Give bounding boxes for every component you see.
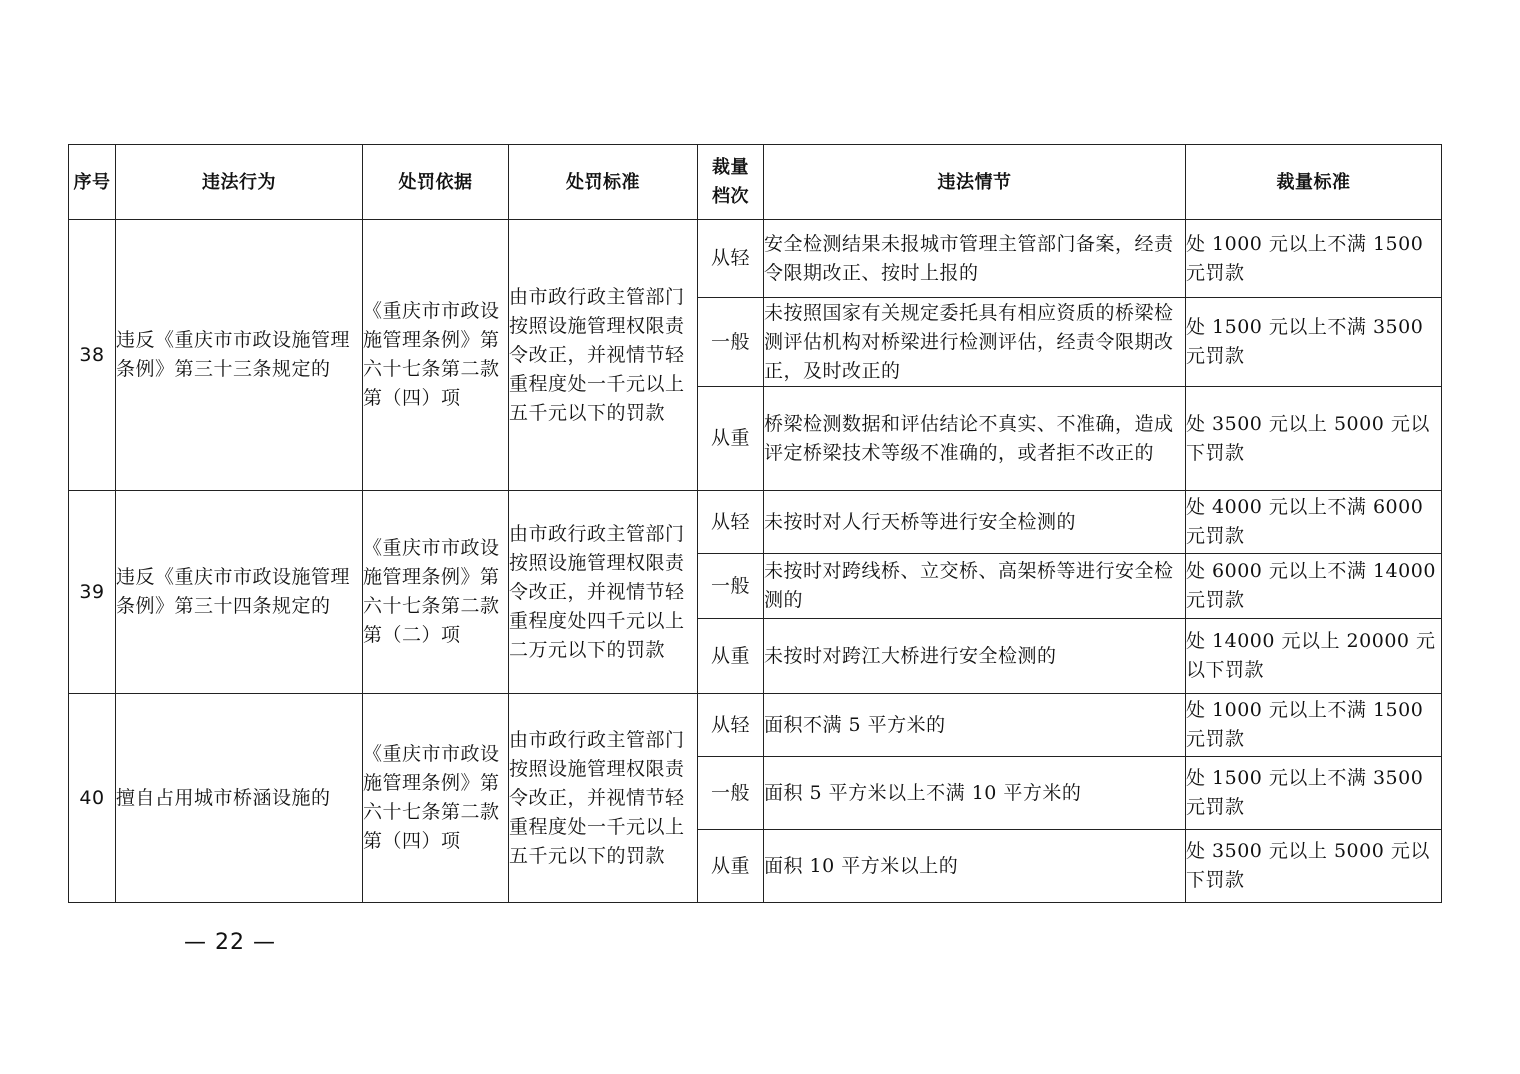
header-seq: 序号 xyxy=(69,145,116,220)
discretion-cell: 处 14000 元以上 20000 元以下罚款 xyxy=(1186,619,1442,694)
circumstance-cell: 未按照国家有关规定委托具有相应资质的桥梁检测评估机构对桥梁进行检测评估，经责令限期改正，及时改正的 xyxy=(764,298,1186,387)
level-cell: 从重 xyxy=(698,830,764,903)
circumstance-cell: 桥梁检测数据和评估结论不真实、不准确，造成评定桥梁技术等级不准确的，或者拒不改正的 xyxy=(764,387,1186,491)
circumstance-cell: 未按时对跨江大桥进行安全检测的 xyxy=(764,619,1186,694)
level-cell: 一般 xyxy=(698,298,764,387)
discretion-cell: 处 4000 元以上不满 6000 元罚款 xyxy=(1186,491,1442,554)
level-cell: 从轻 xyxy=(698,491,764,554)
circumstance-cell: 未按时对跨线桥、立交桥、高架桥等进行安全检测的 xyxy=(764,554,1186,619)
penalty-discretion-table xyxy=(68,144,1442,903)
discretion-cell: 处 3500 元以上 5000 元以下罚款 xyxy=(1186,387,1442,491)
header-row xyxy=(69,145,1442,220)
violation-cell: 擅自占用城市桥涵设施的 xyxy=(116,694,363,903)
discretion-cell: 处 1000 元以上不满 1500 元罚款 xyxy=(1186,220,1442,298)
header-level: 裁量档次 xyxy=(698,145,764,220)
header-standard: 处罚标准 xyxy=(509,145,698,220)
level-cell: 从轻 xyxy=(698,694,764,757)
circumstance-cell: 面积 10 平方米以上的 xyxy=(764,830,1186,903)
standard-cell: 由市政行政主管部门按照设施管理权限责令改正，并视情节轻重程度处四千元以上二万元以下的罚款 xyxy=(509,491,698,694)
circumstance-cell: 未按时对人行天桥等进行安全检测的 xyxy=(764,491,1186,554)
standard-cell: 由市政行政主管部门按照设施管理权限责令改正，并视情节轻重程度处一千元以上五千元以下的罚款 xyxy=(509,694,698,903)
level-cell: 一般 xyxy=(698,757,764,830)
discretion-cell: 处 3500 元以上 5000 元以下罚款 xyxy=(1186,830,1442,903)
discretion-cell: 处 6000 元以上不满 14000 元罚款 xyxy=(1186,554,1442,619)
seq-cell: 40 xyxy=(69,694,116,903)
standard-cell: 由市政行政主管部门按照设施管理权限责令改正，并视情节轻重程度处一千元以上五千元以下的罚款 xyxy=(509,220,698,491)
seq-cell: 38 xyxy=(69,220,116,491)
header-violation: 违法行为 xyxy=(116,145,363,220)
seq-cell: 39 xyxy=(69,491,116,694)
circumstance-cell: 面积 5 平方米以上不满 10 平方米的 xyxy=(764,757,1186,830)
basis-cell: 《重庆市市政设施管理条例》第六十七条第二款第（四）项 xyxy=(363,694,509,903)
discretion-cell: 处 1000 元以上不满 1500 元罚款 xyxy=(1186,694,1442,757)
level-cell: 从轻 xyxy=(698,220,764,298)
circumstance-cell: 安全检测结果未报城市管理主管部门备案，经责令限期改正、按时上报的 xyxy=(764,220,1186,298)
discretion-cell: 处 1500 元以上不满 3500 元罚款 xyxy=(1186,298,1442,387)
header-discretion: 裁量标准 xyxy=(1186,145,1442,220)
header-basis: 处罚依据 xyxy=(363,145,509,220)
table-row xyxy=(69,220,1442,298)
violation-cell: 违反《重庆市市政设施管理条例》第三十四条规定的 xyxy=(116,491,363,694)
table-row xyxy=(69,694,1442,757)
header-circumstance: 违法情节 xyxy=(764,145,1186,220)
level-cell: 从重 xyxy=(698,387,764,491)
level-cell: 一般 xyxy=(698,554,764,619)
basis-cell: 《重庆市市政设施管理条例》第六十七条第二款第（四）项 xyxy=(363,220,509,491)
basis-cell: 《重庆市市政设施管理条例》第六十七条第二款第（二）项 xyxy=(363,491,509,694)
table-row xyxy=(69,491,1442,554)
level-cell: 从重 xyxy=(698,619,764,694)
circumstance-cell: 面积不满 5 平方米的 xyxy=(764,694,1186,757)
page-number: — 22 — xyxy=(184,930,276,955)
discretion-cell: 处 1500 元以上不满 3500 元罚款 xyxy=(1186,757,1442,830)
violation-cell: 违反《重庆市市政设施管理条例》第三十三条规定的 xyxy=(116,220,363,491)
